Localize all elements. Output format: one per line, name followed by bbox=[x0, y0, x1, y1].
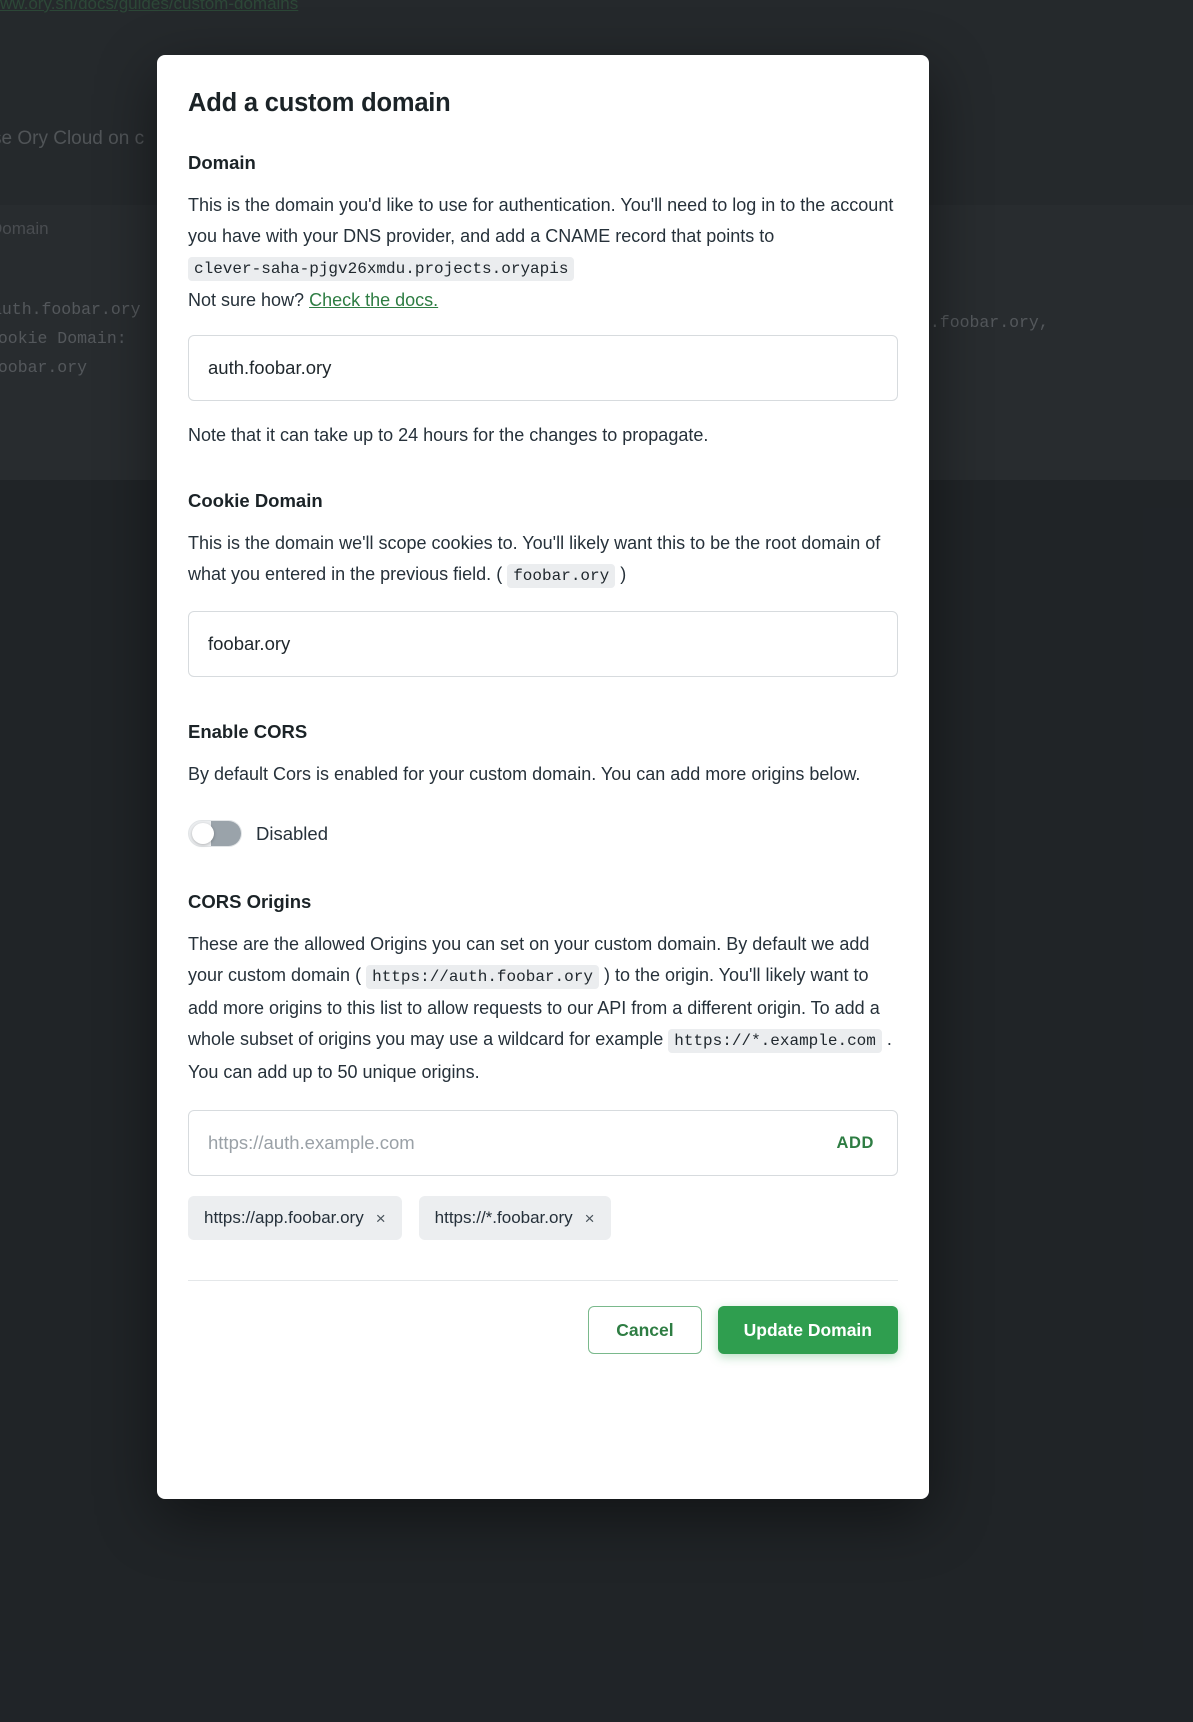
cname-target-code: clever-saha-pjgv26xmdu.projects.oryapis bbox=[188, 257, 574, 281]
cors-origin-input[interactable] bbox=[206, 1131, 830, 1155]
cookie-domain-description-tail: ) bbox=[620, 564, 627, 584]
add-custom-domain-dialog bbox=[157, 55, 929, 1499]
footer-divider bbox=[188, 1280, 898, 1281]
domain-description bbox=[188, 190, 898, 316]
enable-cors-toggle[interactable] bbox=[188, 820, 242, 847]
cookie-domain-input[interactable] bbox=[206, 632, 880, 656]
dialog-title: Add a custom domain bbox=[188, 89, 451, 117]
close-icon[interactable]: × bbox=[375, 1208, 386, 1228]
enable-cors-toggle-label: Disabled bbox=[256, 822, 328, 844]
close-icon[interactable]: × bbox=[584, 1208, 595, 1228]
chip-label: https://*.foobar.ory bbox=[434, 1208, 573, 1227]
cors-origin-add-field[interactable] bbox=[188, 1110, 898, 1176]
cookie-domain-field[interactable] bbox=[188, 611, 898, 677]
cors-origins-domain-code: https://auth.foobar.ory bbox=[366, 965, 599, 989]
enable-cors-section-heading: Enable CORS bbox=[188, 721, 308, 742]
domain-input[interactable] bbox=[206, 356, 880, 380]
cors-origins-description-text-2: ) to the origin. You'll likely want to add more origins to this list to allow requests to our API from a different origin. To add a whole subset of origins you may use a wildcard for example bbox=[188, 965, 880, 1049]
toggle-knob bbox=[192, 823, 214, 844]
domain-propagation-note: Note that it can take up to 24 hours for the changes to propagate. bbox=[188, 425, 709, 445]
domain-field[interactable] bbox=[188, 335, 898, 401]
toggle-track-fill bbox=[211, 821, 241, 846]
cookie-domain-code: foobar.ory bbox=[507, 564, 615, 588]
cookie-domain-description-text: This is the domain we'll scope cookies to. You'll likely want this to be the root domain of what you entered in the previous field. ( bbox=[188, 533, 881, 584]
domain-description-text: This is the domain you'd like to use for authentication. You'll need to log in to the account you have with your DNS provider, and add a CNAME record that points to bbox=[188, 195, 894, 246]
enable-cors-description: By default Cors is enabled for your custom domain. You can add more origins below. bbox=[188, 764, 861, 784]
cors-origin-chip-list bbox=[188, 1196, 898, 1240]
add-origin-button[interactable]: ADD bbox=[830, 1128, 880, 1159]
cors-origins-description-text-3: . You can add up to 50 unique origins. bbox=[188, 1029, 892, 1082]
list-item[interactable] bbox=[419, 1196, 611, 1240]
list-item[interactable] bbox=[188, 1196, 402, 1240]
cors-origins-description-text-1: These are the allowed Origins you can set on your custom domain. By default we add your custom domain ( bbox=[188, 934, 870, 985]
dialog-footer-actions bbox=[188, 1306, 898, 1354]
cors-origins-description bbox=[188, 929, 898, 1088]
domain-section-heading: Domain bbox=[188, 152, 256, 173]
update-domain-button[interactable]: Update Domain bbox=[718, 1306, 898, 1354]
domain-not-sure-text: Not sure how? bbox=[188, 290, 305, 310]
check-the-docs-link[interactable]: Check the docs. bbox=[309, 290, 439, 310]
chip-label: https://app.foobar.ory bbox=[204, 1208, 364, 1227]
cancel-button[interactable]: Cancel bbox=[588, 1306, 701, 1354]
cors-origins-section-heading: CORS Origins bbox=[188, 891, 312, 912]
cookie-domain-description bbox=[188, 528, 898, 592]
cookie-domain-section-heading: Cookie Domain bbox=[188, 490, 323, 511]
cors-origins-wildcard-code: https://*.example.com bbox=[668, 1029, 882, 1053]
enable-cors-row bbox=[188, 820, 898, 847]
